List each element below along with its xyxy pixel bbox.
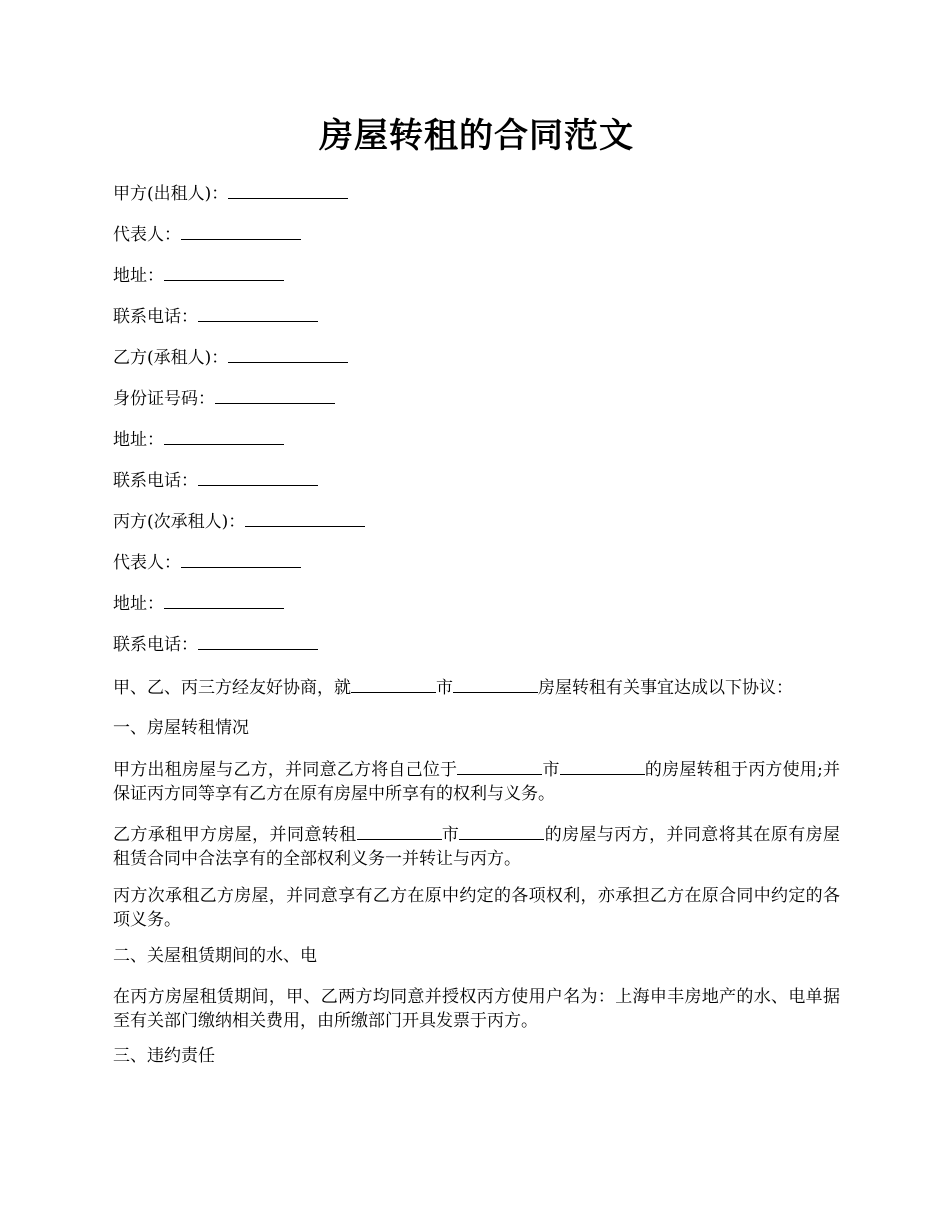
party-c-rep-label: 代表人： <box>113 553 181 573</box>
section-1-heading: 一、房屋转租情况 <box>113 718 249 738</box>
party-b-phone-blank <box>198 468 318 486</box>
party-a-address-label: 地址： <box>113 266 164 286</box>
party-b-address-label: 地址： <box>113 430 164 450</box>
party-b-address-blank <box>164 427 284 445</box>
party-b-address-line <box>113 427 284 452</box>
section-1-p2-city-blank <box>357 822 442 840</box>
party-c-address-label: 地址： <box>113 594 164 614</box>
section-1-paragraph-1 <box>113 757 840 806</box>
party-a-line <box>113 181 348 206</box>
party-b-blank <box>228 345 348 363</box>
party-a-blank <box>228 181 348 199</box>
section-1-p2-text-1: 乙方承租甲方房屋，并同意转租 <box>113 825 357 845</box>
section-1-paragraph-3: 丙方次承租乙方房屋，并同意享有乙方在原中约定的各项权利，亦承担乙方在原合同中约定的各项义务。 <box>113 886 840 930</box>
section-2-paragraph-1: 在丙方房屋租赁期间，甲、乙两方均同意并授权丙方使用户名为：上海申丰房地产的水、电单据至有关部门缴纳相关费用，由所缴部门开具发票于丙方。 <box>113 987 840 1031</box>
intro-paragraph <box>113 675 793 700</box>
section-3-heading: 三、违约责任 <box>113 1046 215 1066</box>
document-title: 房屋转租的合同范文 <box>319 116 634 156</box>
section-1-p1-city-blank <box>457 757 542 775</box>
section-1-p2-text-3: 的房屋与丙方，并同意将其在原有房屋租赁合同中合法享有的全部权利义务一并转让与丙方。 <box>113 825 841 869</box>
section-1-p1-address-blank <box>560 757 645 775</box>
party-c-address-line <box>113 591 284 616</box>
section-1-paragraph-2 <box>113 822 840 871</box>
party-a-rep-blank <box>181 222 301 240</box>
party-c-rep-blank <box>181 550 301 568</box>
section-1-p1-text-1: 甲方出租房屋与乙方，并同意乙方将自己位于 <box>113 760 458 780</box>
intro-city-blank <box>351 675 436 693</box>
party-c-blank <box>245 509 365 527</box>
party-a-rep-line <box>113 222 301 247</box>
party-c-phone-blank <box>198 632 318 650</box>
section-1-p1-text-2: 市 <box>542 760 560 780</box>
party-c-phone-line <box>113 632 318 657</box>
party-c-line <box>113 509 365 534</box>
party-b-label: 乙方(承租人)： <box>113 348 229 368</box>
section-2-heading: 二、关屋租赁期间的水、电 <box>113 946 317 966</box>
party-a-address-blank <box>164 263 284 281</box>
party-b-id-label: 身份证号码： <box>113 389 215 409</box>
party-b-line <box>113 345 348 370</box>
party-a-phone-line <box>113 304 318 329</box>
intro-text-1: 甲、乙、丙三方经友好协商，就 <box>113 678 351 698</box>
intro-address-blank <box>453 675 538 693</box>
party-c-address-blank <box>164 591 284 609</box>
intro-text-3: 房屋转租有关事宜达成以下协议： <box>538 678 793 698</box>
party-a-rep-label: 代表人： <box>113 225 181 245</box>
party-a-label: 甲方(出租人)： <box>113 184 229 204</box>
party-c-rep-line <box>113 550 301 575</box>
party-a-phone-label: 联系电话： <box>113 307 198 327</box>
party-b-phone-label: 联系电话： <box>113 471 198 491</box>
party-b-phone-line <box>113 468 318 493</box>
section-1-p1-text-3: 的房屋转租于丙方使用;并保证丙方同等享有乙方在原有房屋中所享有的权利与义务。 <box>113 760 841 804</box>
section-1-p2-address-blank <box>459 822 544 840</box>
party-c-phone-label: 联系电话： <box>113 635 198 655</box>
intro-text-2: 市 <box>436 678 453 698</box>
party-b-id-blank <box>215 386 335 404</box>
party-c-label: 丙方(次承租人)： <box>113 512 246 532</box>
party-a-address-line <box>113 263 284 288</box>
party-b-id-line <box>113 386 335 411</box>
party-a-phone-blank <box>198 304 318 322</box>
section-1-p2-text-2: 市 <box>441 825 460 845</box>
